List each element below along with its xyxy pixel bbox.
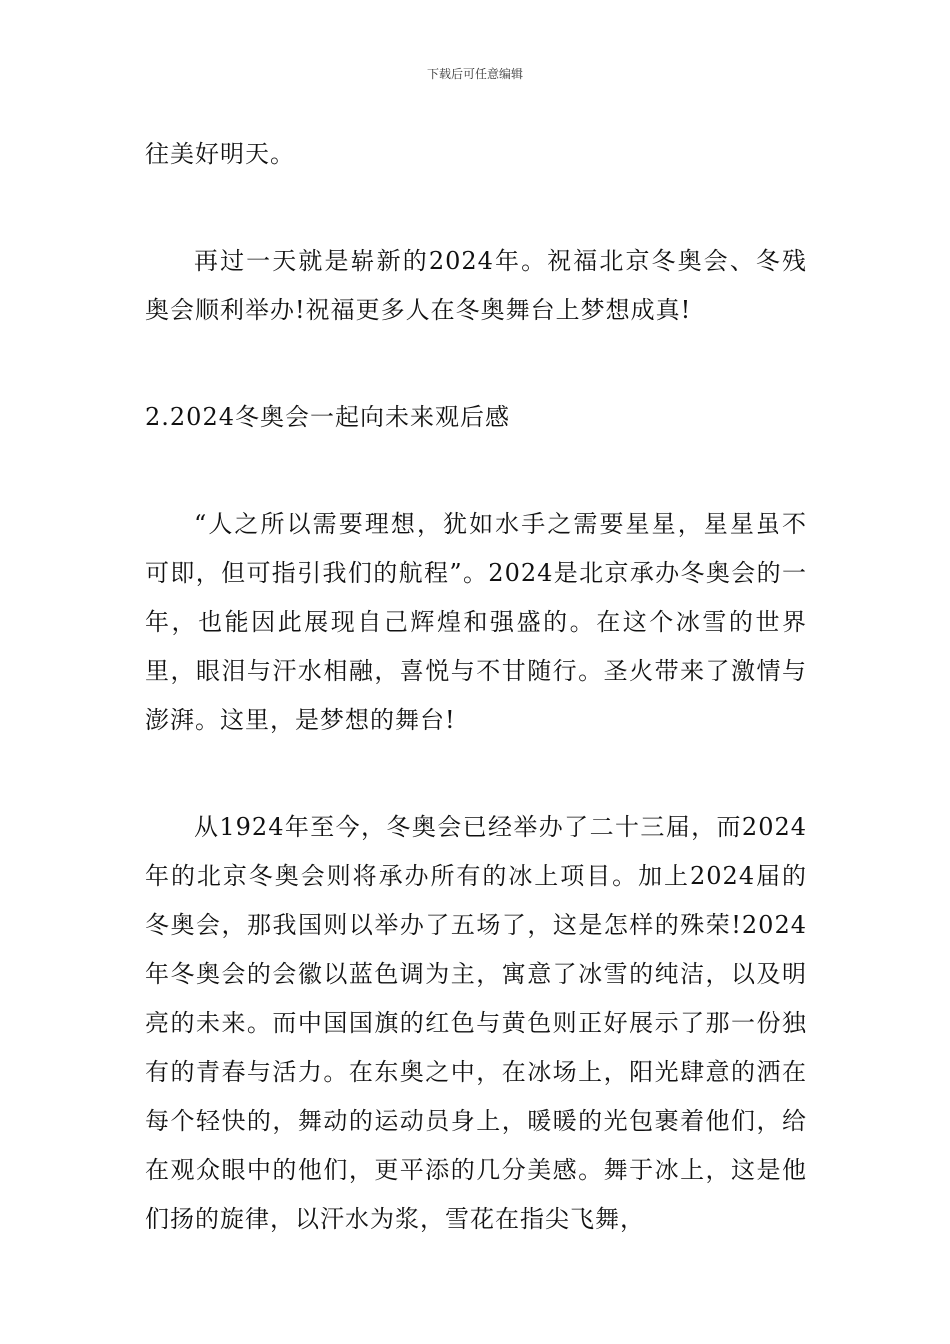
paragraph-gap xyxy=(145,179,807,237)
paragraph: “人之所以需要理想，犹如水手之需要星星，星星虽不可即，但可指引我们的航程”。2024是北京承办冬奥会的一年，也能因此展现自己辉煌和强盛的。在这个冰雪的世界里，眼泪与汗水相融，喜悦与不甘随行。圣火带来了激情与澎湃。这里，是梦想的舞台! xyxy=(145,510,807,734)
paragraph: 往美好明天。 xyxy=(145,140,295,168)
page-header: 下载后可任意编辑 xyxy=(426,67,523,81)
section-heading: 2.2024冬奥会一起向未来观后感 xyxy=(145,403,510,431)
paragraph: 从1924年至今，冬奥会已经举办了二十三届，而2024年的北京冬奥会则将承办所有的冰上项目。加上2024届的冬奥会，那我国则以举办了五场了，这是怎样的殊荣!2024年冬奥会的会徽以蓝色调为主，寓意了冰雪的纯洁，以及明亮的未来。而中国国旗的红色与黄色则正好展示了那一份独有的青春与活力。在东奥之中，在冰场上，阳光肆意的洒在每个轻快的，舞动的运动员身上，暖暖的光包裹着他们，给在观众眼中的他们，更平添的几分美感。舞于冰上，这是他们扬的旋律，以汗水为浆，雪花在指尖飞舞， xyxy=(145,813,807,1233)
paragraph-gap xyxy=(145,442,807,500)
paragraph: 再过一天就是崭新的2024年。祝福北京冬奥会、冬残奥会顺利举办!祝福更多人在冬奥舞台上梦想成真! xyxy=(145,247,807,324)
paragraph-gap xyxy=(145,745,807,803)
document-body xyxy=(145,130,807,1244)
paragraph-gap xyxy=(145,335,807,393)
